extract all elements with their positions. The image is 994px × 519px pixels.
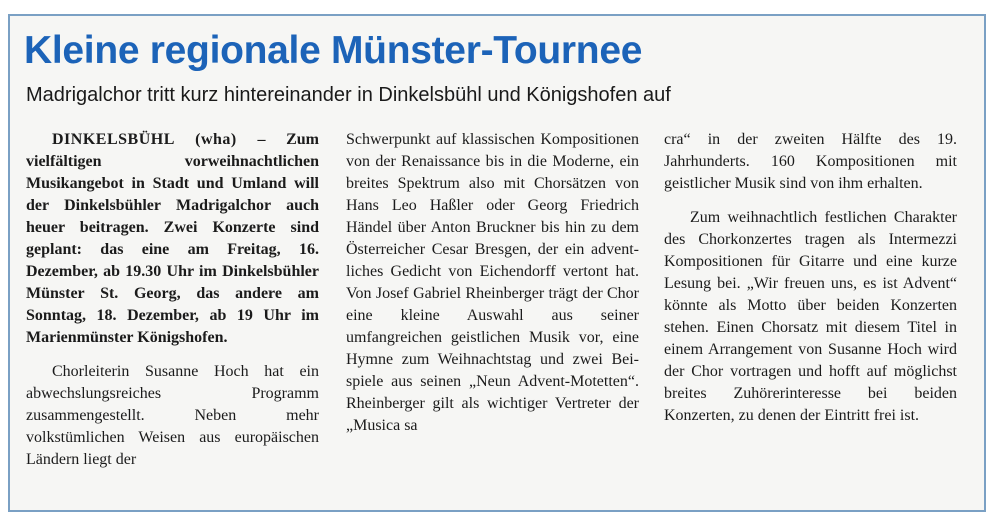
newspaper-clipping [8,14,986,512]
column-3 [664,129,957,427]
dateline: DINKELSBÜHL (wha) [52,131,237,148]
body-paragraph: Schwerpunkt auf klassischen Kompositionen von der Renaissance bis in die Moderne, ein breites Spektrum also mit Chorsätzen von Hans Leo Haßler oder Georg Friedrich Händel über Anton Bruckner bis hin zu dem Österreicher Cesar Bresgen, der ein adventliches Gedicht von Eichendorff vertont hat. Von Josef Gabriel Rheinberger trägt der Chor eine kleine Auswahl aus seiner umfangreichen geistlichen Musik vor, eine Hymne zum Weihnachtstag und zwei Beispiele aus seinen „Neun Advent-Motetten“. Rheinberger gilt als wichtiger Vertreter der „Musica sa [346,131,639,434]
subheadline: Madrigalchor tritt kurz hintereinander in Dinkelsbühl und Königshofen auf [26,84,671,106]
lead-text: – Zum vielfältigen vorweihnachtlichen Musikangebot in Stadt und Umland will der Dinkelsbühler Madrigalchor auch heuer beitragen. Zwei Konzerte sind geplant: das eine am Freitag, 16. Dezember, ab 19.30 Uhr im Dinkelsbühler Münster St. Georg, das andere am Sonntag, 18. Dezember, ab 19 Uhr im Marienmünster Königshofen. [26,131,320,346]
column-2 [346,129,639,437]
body-paragraph: cra“ in der zweiten Hälfte des 19. Jahrhunderts. 160 Kompositionen mit geistlicher Musik sind von ihm erhalten. [664,131,957,192]
headline: Kleine regionale Münster-Tournee [24,29,643,72]
body-paragraph: Chorleiterin Susanne Hoch hat ein abwechslungsreiches Programm zusammengestellt. Neben mehr volkstümlichen Weisen aus europäischen Ländern liegt der [26,363,319,468]
body-paragraph: Zum weihnachtlich festlichen Charakter des Chorkonzertes tragen als Intermezzi Kompositionen für Gitarre und eine kurze Lesung bei. „Wir freuen uns, es ist Advent“ könnte als Motto über beiden Konzerten stehen. Einen Chorsatz mit diesem Titel in einem Arrangement von Susanne Hoch wird der Chor vortragen und hofft auf möglichst breites Zuhörerinteresse bei beiden Konzerten, zu denen der Eintritt frei ist. [664,209,957,424]
lead-paragraph [26,129,319,349]
column-1 [26,129,319,471]
